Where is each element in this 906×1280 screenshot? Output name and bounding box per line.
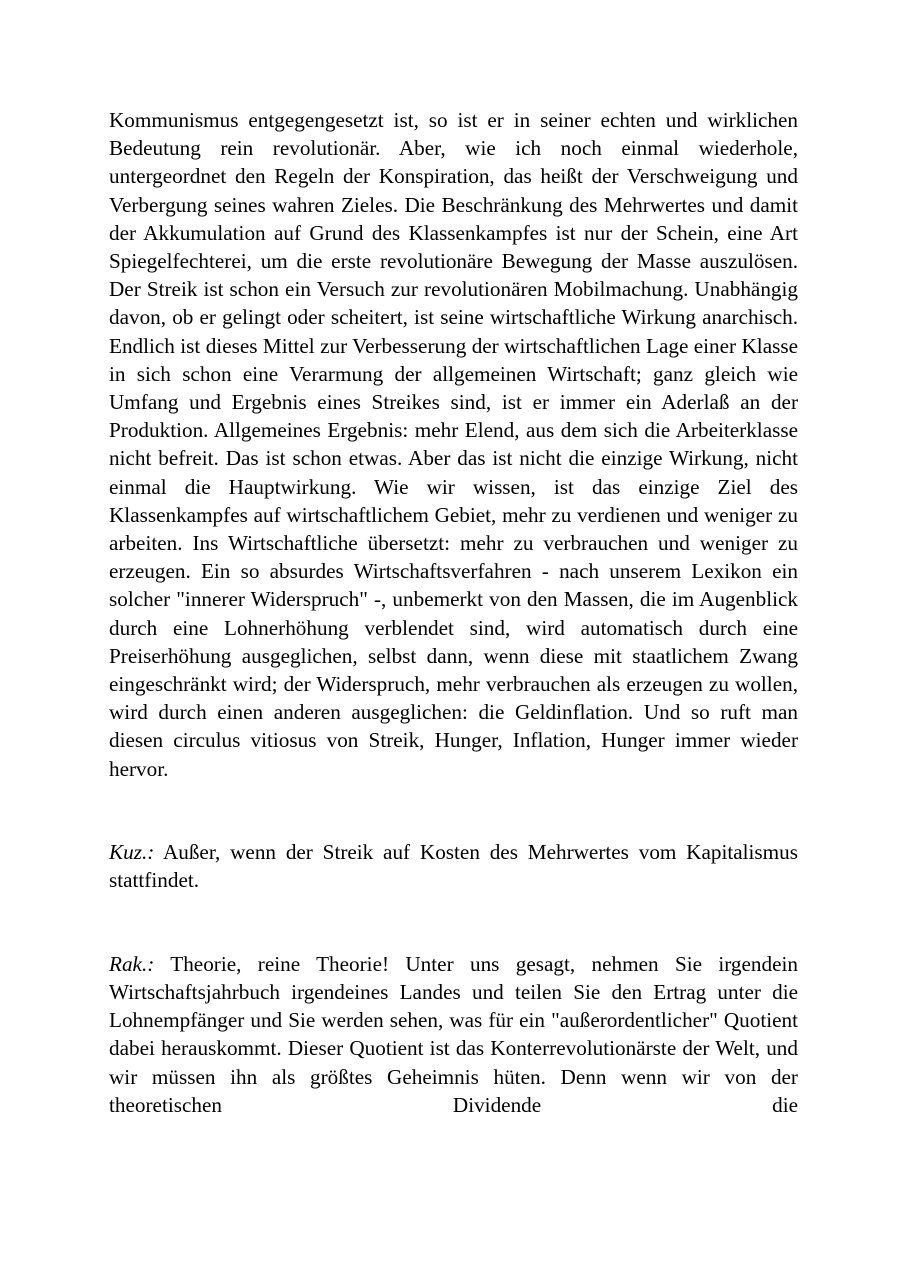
paragraph-text: Kommunismus entgegengesetzt ist, so ist er in seiner echten und wirklichen Bedeutung rein revolutionär. Aber, wie ich noch einmal wiederhole, untergeordnet den Regeln der Konspiration, das heißt der Verschweigung und Verbergung seines wahren Zieles. Die Beschränkung des Mehrwertes und damit der Akkumulation auf Grund des Klassenkampfes ist nur der Schein, eine Art Spiegelfechterei, um die erste revolutionäre Bewegung der Masse auszulösen. Der Streik ist schon ein Versuch zur revolutionären Mobilmachung. Unabhängig davon, ob er gelingt oder scheitert, ist seine wirtschaftliche Wirkung anarchisch. Endlich ist dieses Mittel zur Verbesserung der wirtschaftlichen Lage einer Klasse in sich schon eine Verarmung der allgemeinen Wirtschaft; ganz gleich wie Umfang und Ergebnis eines Streikes sind, ist er immer ein Aderlaß an der Produktion. Allgemeines Ergebnis: mehr Elend, aus dem sich die Arbeiterklasse nicht befreit. Das ist schon etwas. Aber das ist nicht die einzige Wirkung, nicht einmal die Hauptwirkung. Wie wir wissen, ist das einzige Ziel des Klassenkampfes auf wirtschaftlichem Gebiet, mehr zu verdienen und weniger zu arbeiten. Ins Wirtschaftliche übersetzt: mehr zu verbrauchen und weniger zu erzeugen. Ein so absurdes Wirtschaftsverfahren - nach unserem Lexikon ein solcher "innerer Widerspruch" -, unbemerkt von den Massen, die im Augenblick durch eine Lohnerhöhung verblendet sind, wird automatisch durch eine Preiserhöhung ausgeglichen, selbst dann, wenn diese mit staatlichem Zwang eingeschränkt wird; der Widerspruch, mehr verbrauchen als erzeugen zu wollen, wird durch einen anderen ausgeglichen: die Geldinflation. Und so ruft man diesen circulus vitiosus von Streik, Hunger, Inflation, Hunger immer wieder hervor.: [109, 108, 798, 781]
paragraph-dialogue-rak: [109, 950, 798, 1147]
text-column: [109, 106, 798, 1147]
paragraph-text: Theorie, reine Theorie! Unter uns gesagt, nehmen Sie irgendein Wirtschaftsjahrbuch irgendeines Landes und teilen Sie den Ertrag unter die Lohnempfänger und Sie werden sehen, was für ein "außerordentlicher" Quotient dabei herauskommt. Dieser Quotient ist das Konterrevolutionärste der Welt, und wir müssen ihn als größtes Geheimnis hüten. Denn wenn wir von der theoretischen Dividende die: [109, 951, 798, 1117]
paragraph-body-continuation: [109, 106, 798, 811]
speaker-label-rak: Rak.:: [109, 951, 155, 976]
speaker-label-kuz: Kuz.:: [109, 840, 155, 865]
paragraph-text: Außer, wenn der Streik auf Kosten des Mehrwertes vom Kapitalismus stattfindet.: [109, 840, 798, 893]
paragraph-dialogue-kuz: [109, 838, 798, 923]
